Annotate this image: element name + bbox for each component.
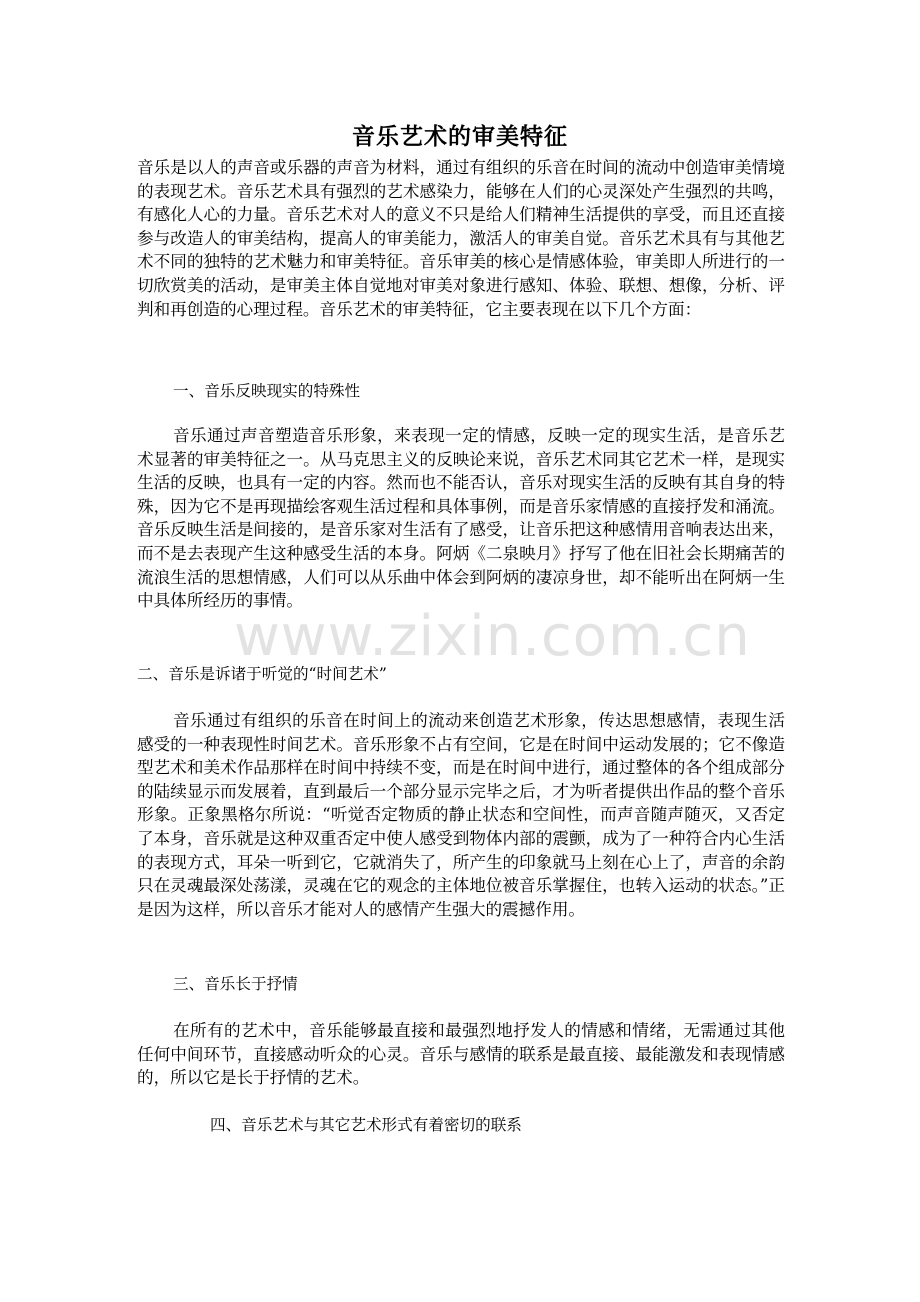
section-2-body: 音乐通过有组织的乐音在时间上的流动来创造艺术形象，传达思想感情，表现生活感受的一种表现性时间艺术。音乐形象不占有空间，它是在时间中运动发展的；它不像造型艺术和美术作品那样在时间中持续不变，而是在时间中进行，通过整体的各个组成部分的陆续显示而发展着，直到最后一个部分显示完毕之后，才为听者提供出作品的整个音乐形象。正象黑格尔所说：“听觉否定物质的静止状态和空间性，而声音随声随灭，又否定了本身，音乐就是这种双重否定中使人感受到物体内部的震颤，成为了一种符合内心生活的表现方式，耳朵一听到它，它就消失了，所产生的印象就马上刻在心上了，声音的余韵只在灵魂最深处荡漾，灵魂在它的观念的主体地位被音乐掌握住，也转入运动的状态。”正是因为这样，所以音乐才能对人的感情产生强大的震撼作用。 — [137, 711, 785, 919]
section-1-heading: 一、音乐反映现实的特殊性 — [173, 382, 361, 400]
section-4-heading: 四、音乐艺术与其它艺术形式有着密切的联系 — [210, 1116, 522, 1134]
section-2-heading: 二、音乐是诉诸于听觉的“时间艺术” — [137, 665, 387, 683]
intro-paragraph: 音乐是以人的声音或乐器的声音为材料，通过有组织的乐音在时间的流动中创造审美情境的表现艺术。音乐艺术具有强烈的艺术感染力，能够在人们的心灵深处产生强烈的共鸣，有感化人心的力量。音乐艺术对人的意义不只是给人们精神生活提供的享受，而且还直接参与改造人的审美结构，提高人的审美能力，激活人的审美自觉。音乐艺术具有与其他艺术不同的独特的艺术魅力和审美特征。音乐审美的核心是情感体验，审美即人所进行的一切欣赏美的活动，是审美主体自觉地对审美对象进行感知、体验、联想、想像，分析、评判和再创造的心理过程。音乐艺术的审美特征，它主要表现在以下几个方面： — [137, 158, 785, 319]
section-1-body: 音乐通过声音塑造音乐形象，来表现一定的情感，反映一定的现实生活，是音乐艺术显著的审美特征之一。从马克思主义的反映论来说，音乐艺术同其它艺术一样，是现实生活的反映，也具有一定的内容。然而也不能否认，音乐对现实生活的反映有其自身的特殊，因为它不是再现描绘客观生活过程和具体事例，而是音乐家情感的直接抒发和涌流。音乐反映生活是间接的，是音乐家对生活有了感受，让音乐把这种感情用音响表达出来，而不是去表现产生这种感受生活的本身。阿炳《二泉映月》抒写了他在旧社会长期痛苦的流浪生活的思想情感，人们可以从乐曲中体会到阿炳的凄凉身世，却不能听出在阿炳一生中具体所经历的事情。 — [137, 426, 785, 611]
watermark: www.zixin.com.cn — [234, 604, 751, 669]
section-3-heading: 三、音乐长于抒情 — [173, 975, 298, 993]
section-3-body: 在所有的艺术中，音乐能够最直接和最强烈地抒发人的情感和情绪，无需通过其他任何中间环节，直接感动听众的心灵。音乐与感情的联系是最直接、最能激发和表现情感的，所以它是长于抒情的艺术。 — [137, 1021, 785, 1088]
document-title: 音乐艺术的审美特征 — [352, 124, 568, 150]
